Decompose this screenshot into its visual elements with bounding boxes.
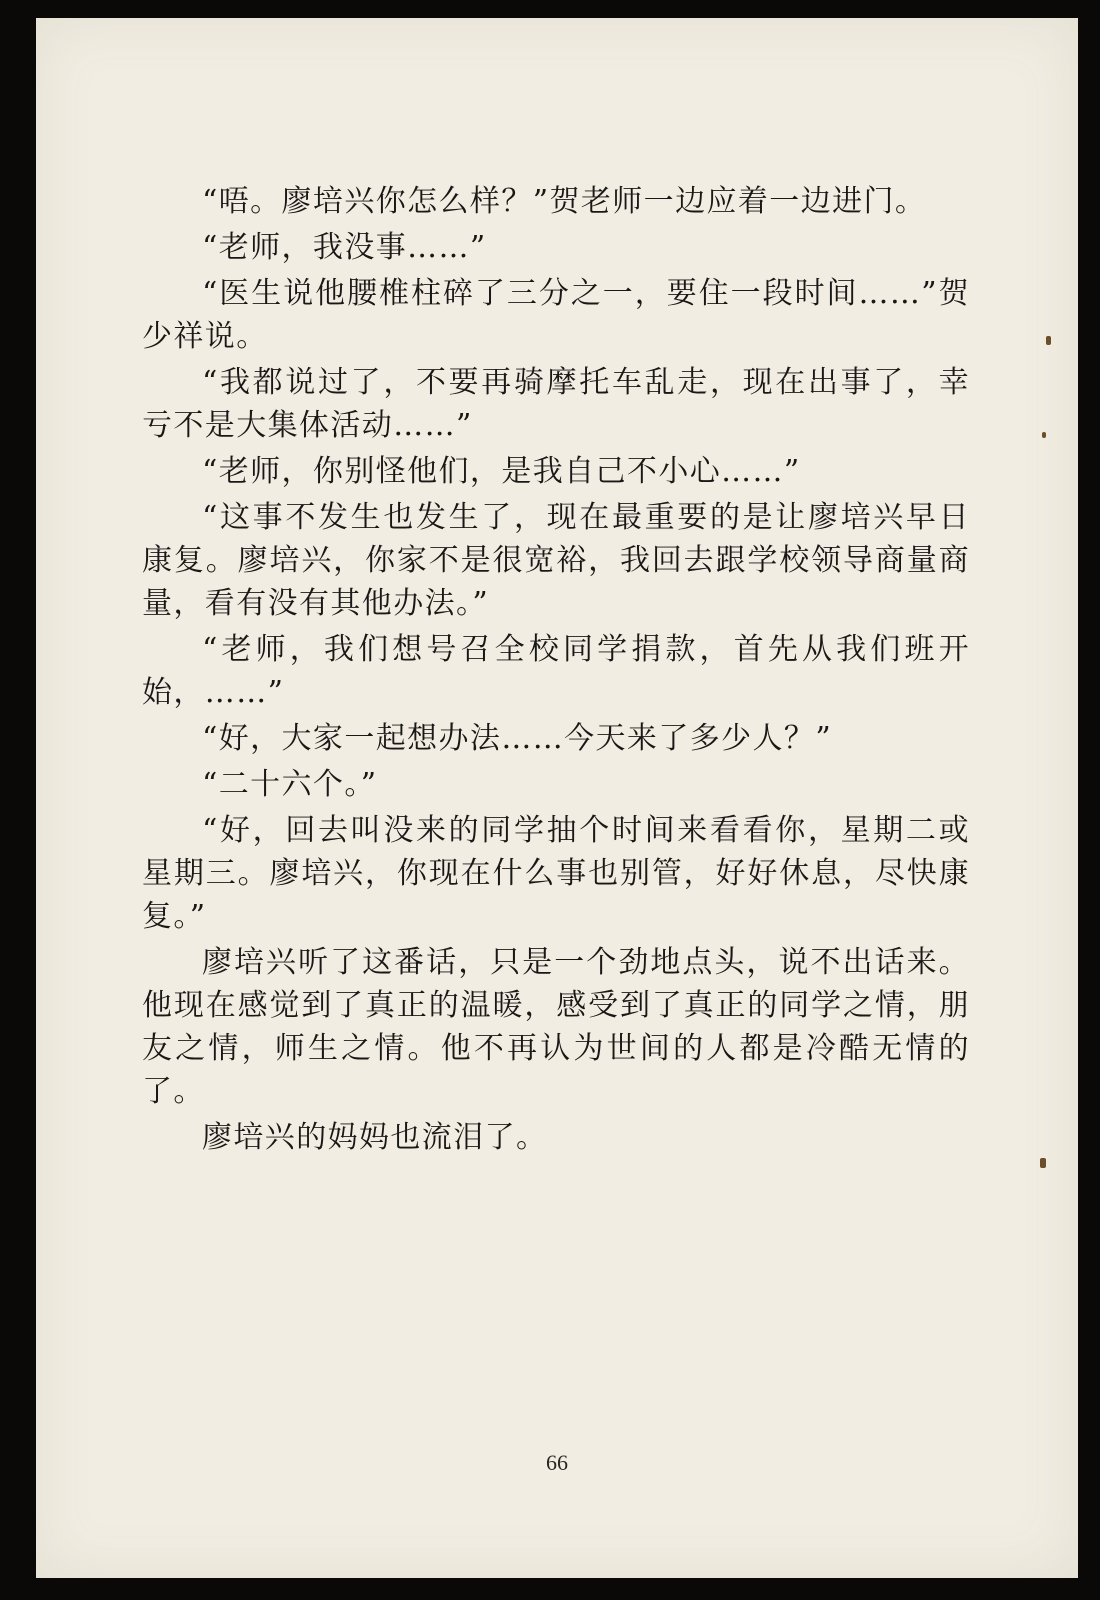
paragraph: “老师，我没事……” (202, 230, 487, 265)
scan-mark (1040, 1158, 1046, 1168)
page-number: 66 (546, 1450, 568, 1475)
scan-mark (1042, 432, 1046, 438)
scan-mark (1046, 336, 1051, 345)
paragraph: “老师，你别怪他们，是我自己不小心……” (202, 454, 801, 489)
paragraph: 廖培兴听了这番话，只是一个劲地点头，说不出话来。他现在感觉到了真正的温暖，感受到了真正的同学之情，朋友之情，师生之情。他不再认为世间的人都是冷酷无情的了。 (142, 945, 970, 1109)
paragraph: “我都说过了，不要再骑摩托车乱走，现在出事了，幸亏不是大集体活动……” (142, 365, 970, 443)
paragraph: “好，大家一起想办法……今天来了多少人？” (202, 721, 833, 756)
paragraph: “二十六个。” (202, 767, 378, 802)
paragraph: “好，回去叫没来的同学抽个时间来看看你，星期二或星期三。廖培兴，你现在什么事也别管，好好休息，尽快康复。” (142, 813, 970, 934)
body-text (142, 180, 970, 1162)
paragraph: “医生说他腰椎柱碎了三分之一，要住一段时间……”贺少祥说。 (142, 276, 970, 354)
paragraph: “这事不发生也发生了，现在最重要的是让廖培兴早日康复。廖培兴，你家不是很宽裕，我回去跟学校领导商量商量，看有没有其他办法。” (142, 500, 970, 621)
paragraph: 廖培兴的妈妈也流泪了。 (202, 1120, 548, 1155)
book-page (36, 18, 1078, 1578)
paragraph: “老师，我们想号召全校同学捐款，首先从我们班开始，……” (142, 632, 970, 710)
paragraph: “唔。廖培兴你怎么样？”贺老师一边应着一边进门。 (202, 184, 927, 219)
